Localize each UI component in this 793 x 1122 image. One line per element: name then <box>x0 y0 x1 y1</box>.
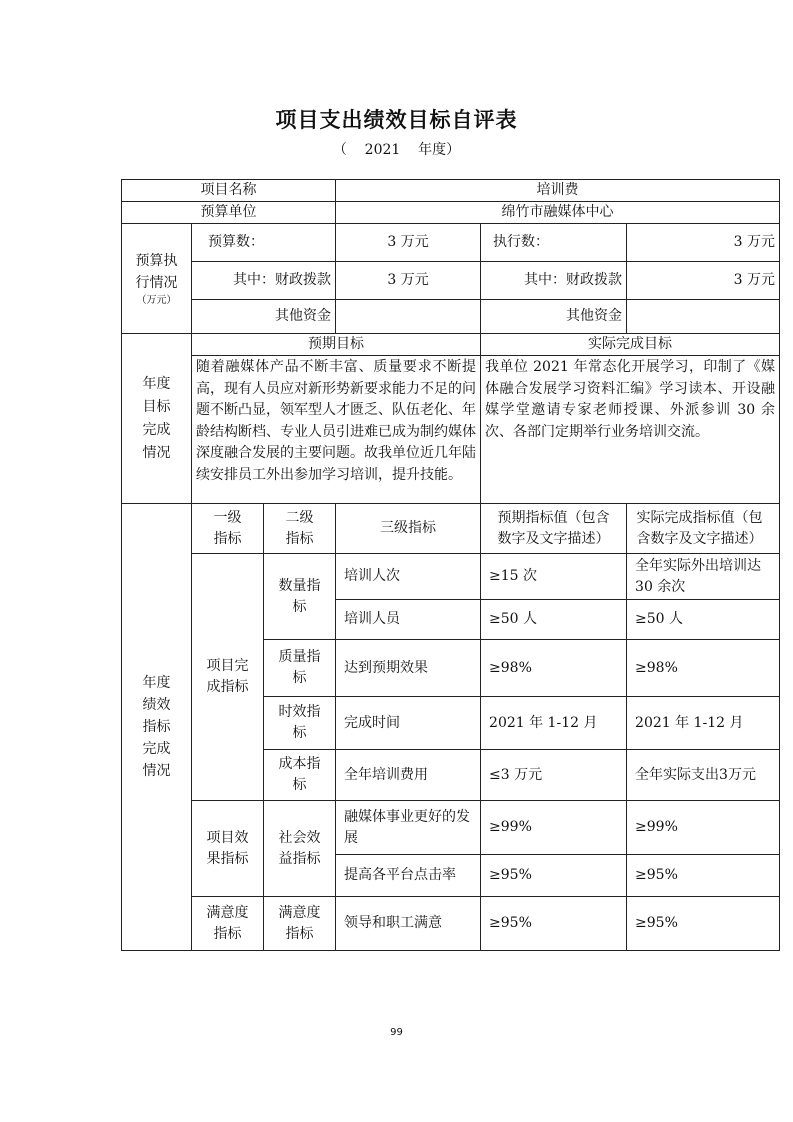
indicator-name: 领导和职工满意 <box>336 897 481 951</box>
indicator-name: 达到预期效果 <box>336 640 481 697</box>
other-funds-row <box>122 300 780 334</box>
sub-satisfaction-cell <box>264 897 336 951</box>
annual-goal-side-label: 年度目标完成情况 <box>142 375 171 461</box>
indicator-actual: 全年实际支出3万元 <box>627 750 780 801</box>
year-value: 2021 <box>364 142 401 158</box>
expected-goal-header: 预期目标 <box>192 334 481 356</box>
fiscal-exec-value: 3 万元 <box>627 262 780 300</box>
indicator-name: 全年培训费用 <box>336 750 481 801</box>
budget-unit-value: 绵竹市融媒体中心 <box>336 202 780 224</box>
indicator-expected: ≤3 万元 <box>481 750 627 801</box>
actual-goal-text: 我单位 2021 年常态化开展学习，印制了《媒体融合发展学习资料汇编》学习读本、开设融媒学堂邀请专家老师授课、外派参训 30 余次、各部门定期举行业务培训交流。 <box>481 356 780 504</box>
table-row <box>122 897 780 951</box>
budget-row <box>122 224 780 262</box>
indicator-expected: ≥99% <box>481 801 627 855</box>
exec-num-value: 3 万元 <box>627 224 780 262</box>
actual-value-header: 实际完成指标值（包含数字及文字描述） <box>627 504 780 554</box>
sub-social-cell <box>264 801 336 897</box>
sub-quality-label: 质量指标 <box>278 649 321 686</box>
indicator-actual: ≥95% <box>627 897 780 951</box>
annual-goal-header-row <box>122 334 780 356</box>
year-line <box>0 139 793 159</box>
indicator-expected: ≥95% <box>481 897 627 951</box>
indicator-actual: ≥95% <box>627 855 780 897</box>
indicator-expected: ≥50 人 <box>481 600 627 640</box>
group-output-cell <box>192 554 264 801</box>
annual-goal-text-row <box>122 356 780 504</box>
fiscal-budget-value: 3 万元 <box>336 262 481 300</box>
sub-satisfaction-label: 满意度指标 <box>278 904 321 942</box>
sub-quantity-cell <box>264 554 336 640</box>
indicator-header-row <box>122 504 780 554</box>
expected-value-header: 预期指标值（包含数字及文字描述） <box>481 504 627 554</box>
group-satisfaction-cell <box>192 897 264 951</box>
sub-social-label: 社会效益指标 <box>278 829 321 867</box>
indicator-expected: ≥98% <box>481 640 627 697</box>
indicator-name: 融媒体事业更好的发展 <box>336 801 481 855</box>
actual-goal-header: 实际完成目标 <box>481 334 780 356</box>
indicators-side-cell <box>122 504 192 951</box>
year-open: （ <box>332 142 347 158</box>
budget-num-value: 3 万元 <box>336 224 481 262</box>
group-satisfaction-label: 满意度指标 <box>206 904 249 942</box>
budget-side-cell <box>122 224 192 334</box>
sub-quantity-label: 数量指标 <box>278 577 321 615</box>
indicator-actual: 全年实际外出培训达 30 余次 <box>627 554 780 600</box>
project-name-value: 培训费 <box>336 180 780 202</box>
sub-time-label: 时效指标 <box>278 704 321 741</box>
indicator-name: 完成时间 <box>336 697 481 750</box>
budget-side-label: 预算执行情况 <box>135 252 178 291</box>
group-output-label: 项目完成指标 <box>206 658 249 695</box>
other-budget-value <box>336 300 481 334</box>
sub-cost-label: 成本指标 <box>278 756 321 793</box>
page-number: 99 <box>390 1027 403 1038</box>
budget-unit-row <box>122 202 780 224</box>
level1-header: 一级指标 <box>192 504 264 554</box>
indicator-name: 培训人次 <box>336 554 481 600</box>
level2-header: 二级指标 <box>264 504 336 554</box>
indicator-name: 培训人员 <box>336 600 481 640</box>
sub-time-cell <box>264 697 336 750</box>
indicator-expected: ≥15 次 <box>481 554 627 600</box>
indicators-side-label: 年度绩效指标完成情况 <box>142 675 171 779</box>
indicator-expected: ≥95% <box>481 855 627 897</box>
other-exec-label: 其他资金 <box>481 300 627 334</box>
fiscal-exec-label: 其中：财政拨款 <box>481 262 627 300</box>
group-effect-cell <box>192 801 264 897</box>
exec-num-label: 执行数： <box>481 224 627 262</box>
indicator-actual: ≥50 人 <box>627 600 780 640</box>
fiscal-label: 其中：财政拨款 <box>192 262 336 300</box>
expected-goal-text: 随着融媒体产品不断丰富、质量要求不断提高，现有人员应对新形势新要求能力不足的问题不断凸显，领军型人才匮乏、队伍老化、年龄结构断档、专业人员引进难已成为制约媒体深度融合发展的主要问题。故我单位近几年陆续安排员工外出参加学习培训，提升技能。 <box>192 356 481 504</box>
table-row <box>122 801 780 855</box>
indicator-actual: 2021 年 1-12 月 <box>627 697 780 750</box>
year-label: 年度） <box>418 142 461 158</box>
budget-unit-label: 预算单位 <box>122 202 336 224</box>
other-exec-value <box>627 300 780 334</box>
budget-num-label: 预算数： <box>192 224 336 262</box>
page-title: 项目支出绩效目标自评表 <box>275 108 518 132</box>
sub-quality-cell <box>264 640 336 697</box>
table-row <box>122 554 780 600</box>
group-effect-label: 项目效果指标 <box>206 829 249 867</box>
evaluation-table <box>121 179 780 951</box>
indicator-name: 提高各平台点击率 <box>336 855 481 897</box>
project-name-label: 项目名称 <box>122 180 336 202</box>
other-funds-label: 其他资金 <box>192 300 336 334</box>
project-name-row <box>122 180 780 202</box>
indicator-actual: ≥99% <box>627 801 780 855</box>
budget-side-sub: （万元） <box>136 294 177 306</box>
indicator-actual: ≥98% <box>627 640 780 697</box>
annual-goal-side-cell <box>122 334 192 504</box>
indicator-expected: 2021 年 1-12 月 <box>481 697 627 750</box>
level3-header: 三级指标 <box>336 504 481 554</box>
sub-cost-cell <box>264 750 336 801</box>
fiscal-row <box>122 262 780 300</box>
